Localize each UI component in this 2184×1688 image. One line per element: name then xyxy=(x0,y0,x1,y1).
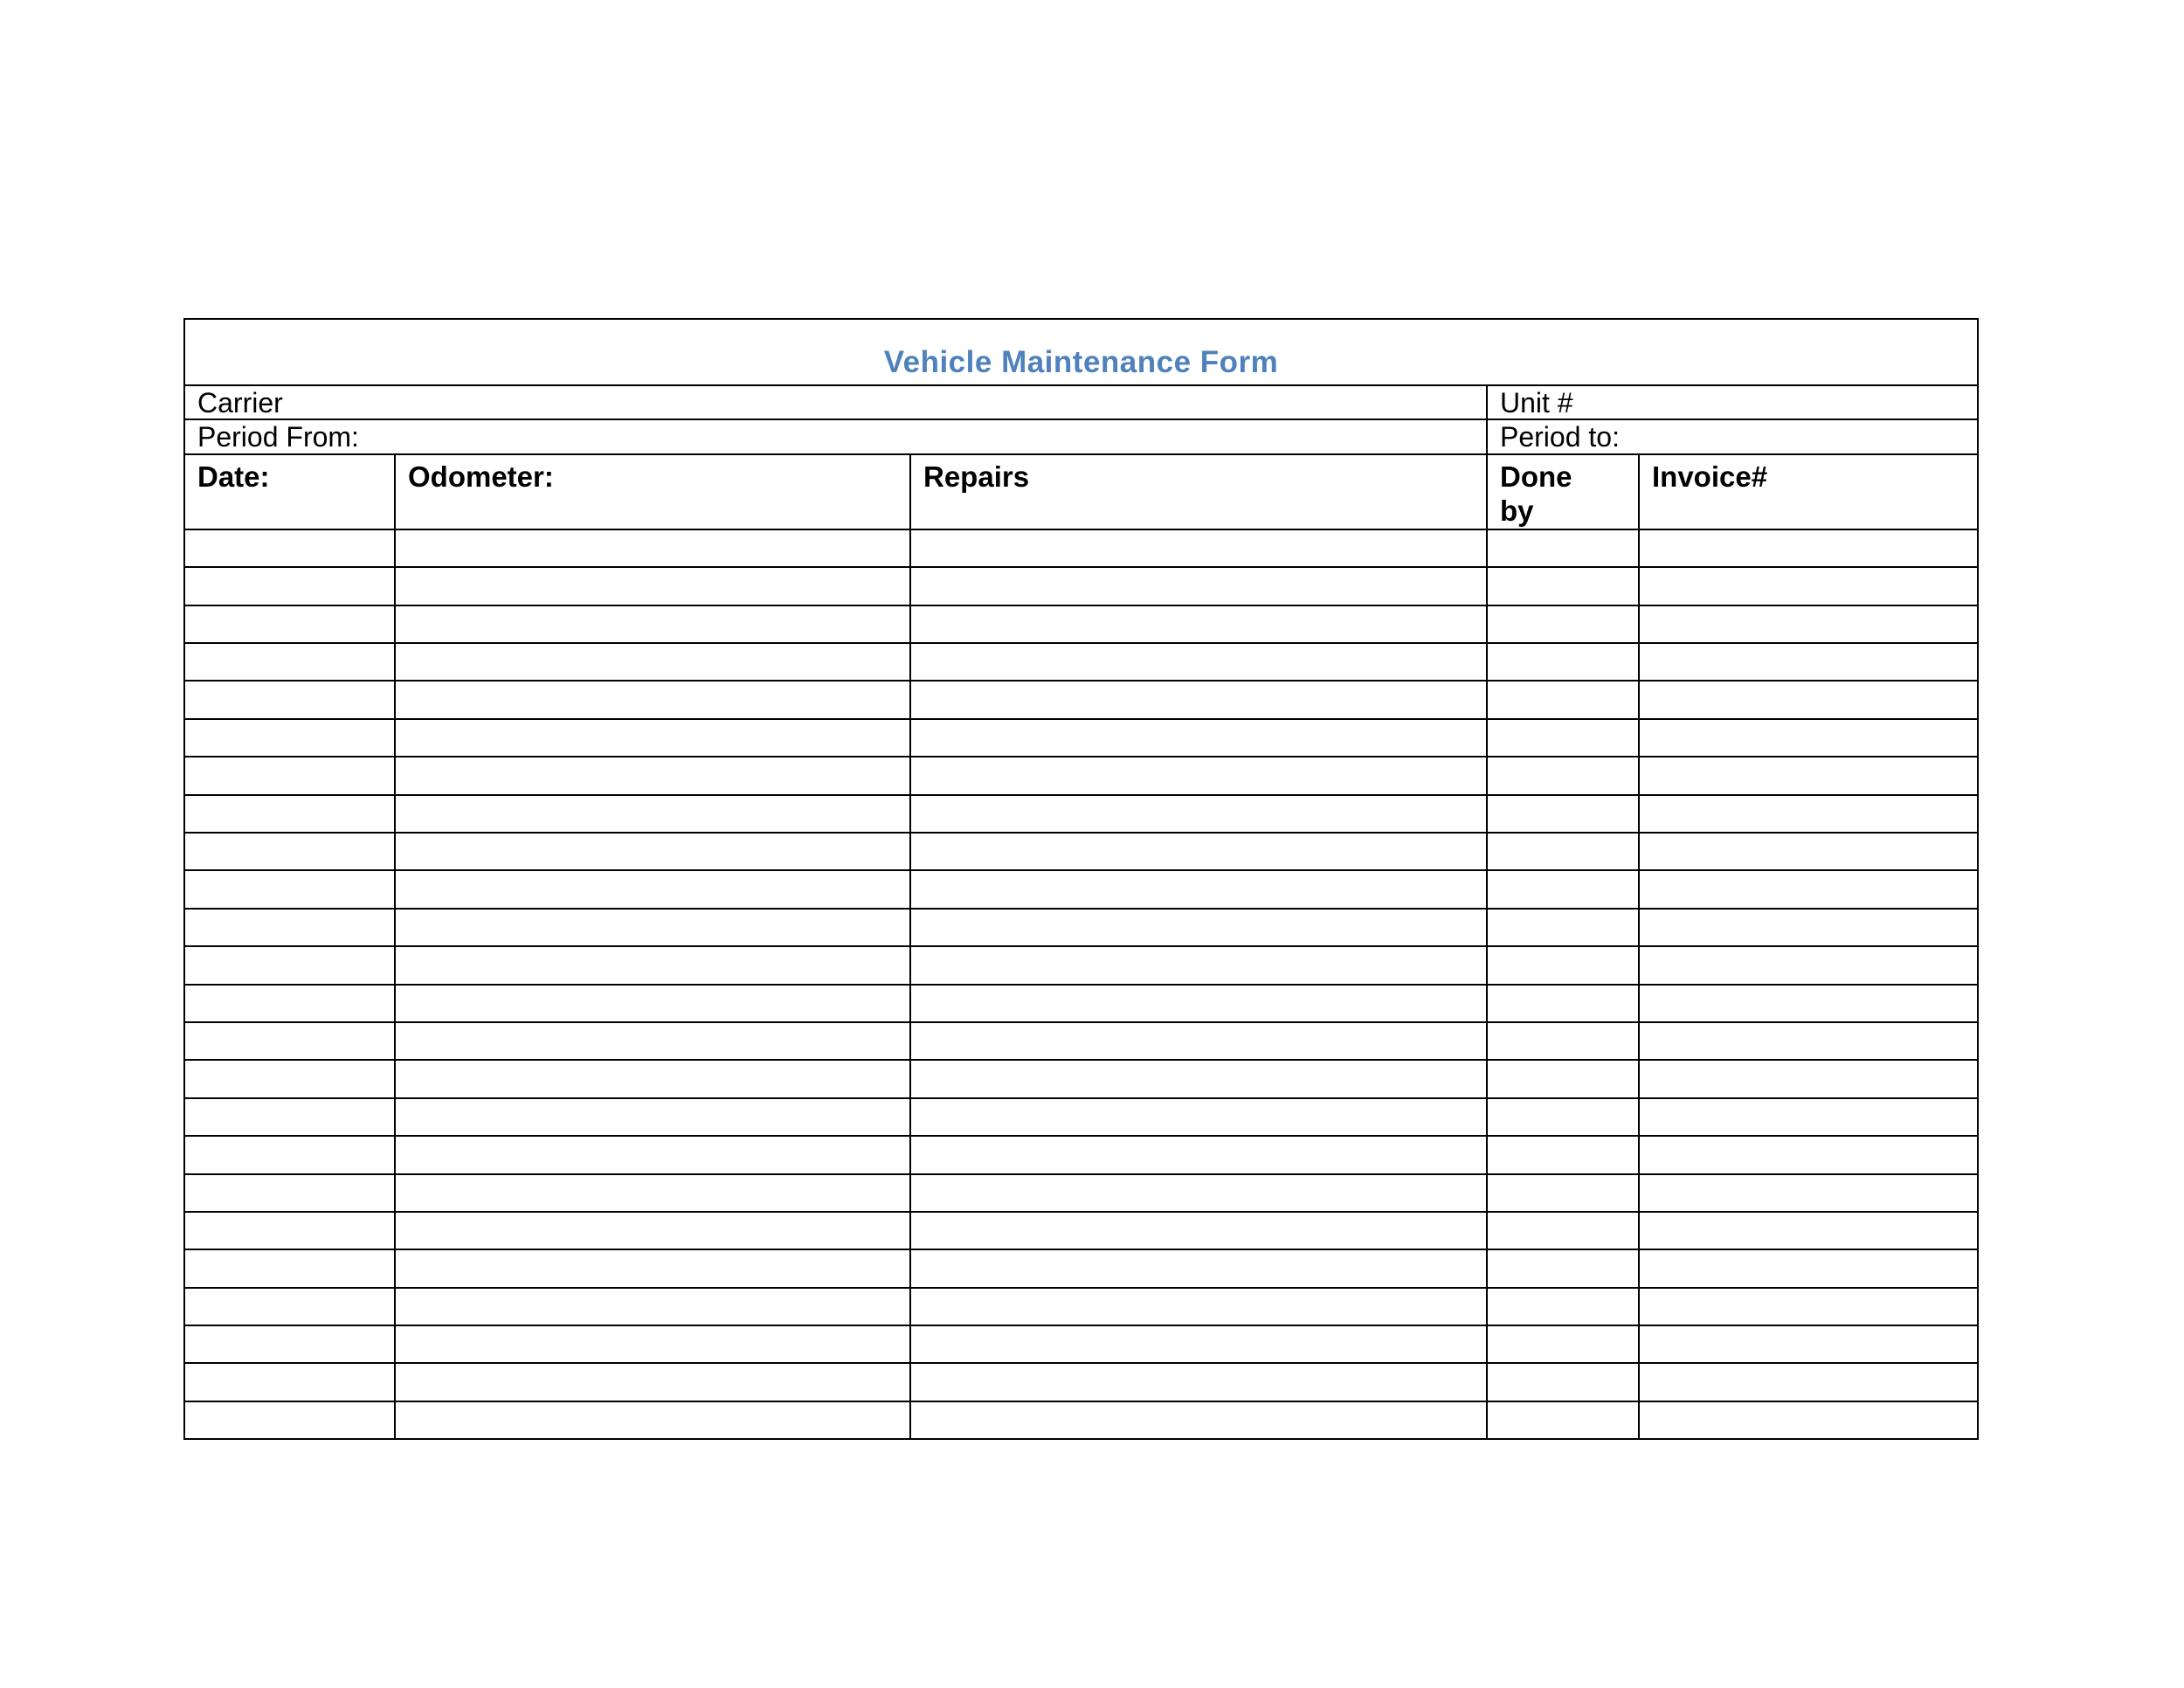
grid-cell-repairs[interactable] xyxy=(910,567,1487,605)
table-row xyxy=(184,529,1978,567)
period-to-label: Period to: xyxy=(1500,421,1620,453)
grid-cell-date[interactable] xyxy=(184,946,395,984)
grid-cell-invoice[interactable] xyxy=(1639,870,1978,908)
grid-cell-date[interactable] xyxy=(184,1098,395,1136)
grid-cell-invoice[interactable] xyxy=(1639,643,1978,681)
grid-cell-repairs[interactable] xyxy=(910,833,1487,870)
grid-cell-done-by[interactable] xyxy=(1487,643,1639,681)
table-row xyxy=(184,1136,1978,1173)
grid-cell-invoice[interactable] xyxy=(1639,529,1978,567)
grid-cell-invoice[interactable] xyxy=(1639,719,1978,757)
grid-cell-invoice[interactable] xyxy=(1639,757,1978,794)
table-row xyxy=(184,946,1978,984)
grid-cell-date[interactable] xyxy=(184,795,395,833)
grid-cell-invoice[interactable] xyxy=(1639,795,1978,833)
grid-cell-date[interactable] xyxy=(184,870,395,908)
grid-cell-repairs[interactable] xyxy=(910,985,1487,1022)
grid-cell-odometer[interactable] xyxy=(395,946,910,984)
grid-cell-repairs[interactable] xyxy=(910,719,1487,757)
grid-cell-odometer[interactable] xyxy=(395,909,910,946)
column-header-invoice xyxy=(1639,454,1978,529)
column-header-done-by xyxy=(1487,454,1639,529)
grid-cell-date[interactable] xyxy=(184,1325,395,1363)
table-row xyxy=(184,719,1978,757)
table-row xyxy=(184,1249,1978,1287)
table-row xyxy=(184,1288,1978,1325)
table-row xyxy=(184,795,1978,833)
grid-cell-repairs[interactable] xyxy=(910,1401,1487,1439)
grid-cell-done-by[interactable] xyxy=(1487,1325,1639,1363)
grid-cell-done-by[interactable] xyxy=(1487,795,1639,833)
grid-cell-repairs[interactable] xyxy=(910,529,1487,567)
column-header-odometer-label: Odometer: xyxy=(408,460,554,493)
table-row xyxy=(184,681,1978,718)
grid-cell-done-by[interactable] xyxy=(1487,719,1639,757)
table-row xyxy=(184,1325,1978,1363)
grid-cell-repairs[interactable] xyxy=(910,1212,1487,1249)
grid-cell-odometer[interactable] xyxy=(395,1401,910,1439)
grid-cell-date[interactable] xyxy=(184,833,395,870)
table-row xyxy=(184,567,1978,605)
table-row xyxy=(184,1363,1978,1401)
grid-cell-repairs[interactable] xyxy=(910,1174,1487,1212)
grid-cell-repairs[interactable] xyxy=(910,795,1487,833)
grid-cell-odometer[interactable] xyxy=(395,1136,910,1173)
grid-cell-date[interactable] xyxy=(184,1136,395,1173)
grid-cell-invoice[interactable] xyxy=(1639,1288,1978,1325)
grid-cell-odometer[interactable] xyxy=(395,1098,910,1136)
grid-cell-odometer[interactable] xyxy=(395,605,910,643)
grid-cell-odometer[interactable] xyxy=(395,1363,910,1401)
grid-cell-odometer[interactable] xyxy=(395,1060,910,1097)
table-row xyxy=(184,1174,1978,1212)
table-row xyxy=(184,1060,1978,1097)
table-row xyxy=(184,1212,1978,1249)
grid-cell-odometer[interactable] xyxy=(395,719,910,757)
grid-cell-invoice[interactable] xyxy=(1639,1174,1978,1212)
table-row xyxy=(184,605,1978,643)
grid-cell-repairs[interactable] xyxy=(910,946,1487,984)
column-header-invoice-label: Invoice# xyxy=(1652,460,1768,493)
grid-cell-done-by[interactable] xyxy=(1487,1022,1639,1060)
carrier-field[interactable] xyxy=(184,385,1487,419)
grid-cell-invoice[interactable] xyxy=(1639,1249,1978,1287)
grid-cell-odometer[interactable] xyxy=(395,757,910,794)
grid-cell-odometer[interactable] xyxy=(395,1325,910,1363)
grid-cell-odometer[interactable] xyxy=(395,1288,910,1325)
column-header-odometer xyxy=(395,454,910,529)
grid-cell-done-by[interactable] xyxy=(1487,1212,1639,1249)
period-row xyxy=(184,419,1978,454)
grid-cell-date[interactable] xyxy=(184,1401,395,1439)
grid-cell-done-by[interactable] xyxy=(1487,605,1639,643)
grid-cell-odometer[interactable] xyxy=(395,833,910,870)
grid-cell-done-by[interactable] xyxy=(1487,1249,1639,1287)
grid-cell-repairs[interactable] xyxy=(910,757,1487,794)
grid-cell-repairs[interactable] xyxy=(910,1136,1487,1173)
grid-cell-repairs[interactable] xyxy=(910,1363,1487,1401)
grid-cell-repairs[interactable] xyxy=(910,1022,1487,1060)
column-header-date xyxy=(184,454,395,529)
grid-cell-invoice[interactable] xyxy=(1639,1098,1978,1136)
grid-cell-done-by[interactable] xyxy=(1487,870,1639,908)
grid-cell-done-by[interactable] xyxy=(1487,909,1639,946)
grid-cell-date[interactable] xyxy=(184,1288,395,1325)
grid-cell-odometer[interactable] xyxy=(395,1249,910,1287)
table-row xyxy=(184,833,1978,870)
grid-cell-odometer[interactable] xyxy=(395,529,910,567)
grid-cell-invoice[interactable] xyxy=(1639,567,1978,605)
title-row xyxy=(184,319,1978,385)
grid-cell-date[interactable] xyxy=(184,719,395,757)
table-row xyxy=(184,1098,1978,1136)
grid-cell-date[interactable] xyxy=(184,1249,395,1287)
grid-cell-invoice[interactable] xyxy=(1639,1401,1978,1439)
grid-cell-done-by[interactable] xyxy=(1487,1174,1639,1212)
grid-cell-repairs[interactable] xyxy=(910,643,1487,681)
unit-number-field[interactable] xyxy=(1487,385,1978,419)
grid-cell-date[interactable] xyxy=(184,1174,395,1212)
table-row xyxy=(184,870,1978,908)
grid-cell-invoice[interactable] xyxy=(1639,1325,1978,1363)
table-row xyxy=(184,757,1978,794)
grid-cell-done-by[interactable] xyxy=(1487,833,1639,870)
grid-cell-odometer[interactable] xyxy=(395,870,910,908)
period-to-field[interactable] xyxy=(1487,419,1978,454)
column-header-repairs-label: Repairs xyxy=(923,460,1030,493)
grid-rows xyxy=(184,529,1978,1439)
grid-cell-date[interactable] xyxy=(184,643,395,681)
grid-cell-invoice[interactable] xyxy=(1639,909,1978,946)
grid-cell-date[interactable] xyxy=(184,985,395,1022)
period-from-label: Period From: xyxy=(197,421,359,453)
grid-cell-repairs[interactable] xyxy=(910,909,1487,946)
grid-cell-date[interactable] xyxy=(184,605,395,643)
grid-cell-date[interactable] xyxy=(184,567,395,605)
table-row xyxy=(184,909,1978,946)
grid-cell-invoice[interactable] xyxy=(1639,833,1978,870)
grid-cell-repairs[interactable] xyxy=(910,1060,1487,1097)
table-row xyxy=(184,985,1978,1022)
table-row xyxy=(184,1022,1978,1060)
grid-cell-done-by[interactable] xyxy=(1487,757,1639,794)
grid-cell-date[interactable] xyxy=(184,529,395,567)
grid-cell-date[interactable] xyxy=(184,1060,395,1097)
grid-cell-invoice[interactable] xyxy=(1639,1136,1978,1173)
grid-cell-invoice[interactable] xyxy=(1639,946,1978,984)
grid-cell-odometer[interactable] xyxy=(395,1212,910,1249)
grid-cell-done-by[interactable] xyxy=(1487,946,1639,984)
grid-cell-odometer[interactable] xyxy=(395,681,910,718)
grid-cell-repairs[interactable] xyxy=(910,681,1487,718)
grid-cell-done-by[interactable] xyxy=(1487,1363,1639,1401)
grid-cell-done-by[interactable] xyxy=(1487,1136,1639,1173)
grid-cell-date[interactable] xyxy=(184,681,395,718)
grid-cell-date[interactable] xyxy=(184,757,395,794)
grid-cell-odometer[interactable] xyxy=(395,567,910,605)
column-header-done-by-label: Done by xyxy=(1500,460,1572,527)
grid-cell-invoice[interactable] xyxy=(1639,1363,1978,1401)
grid-cell-invoice[interactable] xyxy=(1639,1212,1978,1249)
grid-cell-repairs[interactable] xyxy=(910,870,1487,908)
grid-cell-done-by[interactable] xyxy=(1487,529,1639,567)
grid-cell-odometer[interactable] xyxy=(395,985,910,1022)
grid-cell-invoice[interactable] xyxy=(1639,985,1978,1022)
vehicle-maintenance-form-table xyxy=(183,318,1979,1440)
grid-cell-repairs[interactable] xyxy=(910,1325,1487,1363)
table-row xyxy=(184,643,1978,681)
grid-cell-date[interactable] xyxy=(184,1212,395,1249)
column-header-date-label: Date: xyxy=(197,460,270,493)
grid-cell-done-by[interactable] xyxy=(1487,1401,1639,1439)
column-header-row xyxy=(184,454,1978,529)
grid-cell-invoice[interactable] xyxy=(1639,1060,1978,1097)
column-header-repairs xyxy=(910,454,1487,529)
grid-cell-repairs[interactable] xyxy=(910,1249,1487,1287)
grid-cell-repairs[interactable] xyxy=(910,1098,1487,1136)
grid-cell-invoice[interactable] xyxy=(1639,681,1978,718)
grid-cell-done-by[interactable] xyxy=(1487,1098,1639,1136)
grid-cell-done-by[interactable] xyxy=(1487,681,1639,718)
grid-cell-done-by[interactable] xyxy=(1487,1060,1639,1097)
grid-cell-odometer[interactable] xyxy=(395,1174,910,1212)
grid-cell-repairs[interactable] xyxy=(910,605,1487,643)
grid-cell-done-by[interactable] xyxy=(1487,985,1639,1022)
grid-cell-invoice[interactable] xyxy=(1639,605,1978,643)
grid-cell-odometer[interactable] xyxy=(395,1022,910,1060)
grid-cell-odometer[interactable] xyxy=(395,795,910,833)
grid-cell-date[interactable] xyxy=(184,1363,395,1401)
unit-number-label: Unit # xyxy=(1500,386,1573,419)
grid-cell-date[interactable] xyxy=(184,1022,395,1060)
table-row xyxy=(184,1401,1978,1439)
period-from-field[interactable] xyxy=(184,419,1487,454)
carrier-label: Carrier xyxy=(197,386,283,419)
grid-cell-done-by[interactable] xyxy=(1487,1288,1639,1325)
grid-cell-odometer[interactable] xyxy=(395,643,910,681)
grid-cell-date[interactable] xyxy=(184,909,395,946)
carrier-unit-row xyxy=(184,385,1978,419)
grid-cell-repairs[interactable] xyxy=(910,1288,1487,1325)
form-title: Vehicle Maintenance Form xyxy=(184,319,1978,385)
grid-cell-invoice[interactable] xyxy=(1639,1022,1978,1060)
grid-cell-done-by[interactable] xyxy=(1487,567,1639,605)
